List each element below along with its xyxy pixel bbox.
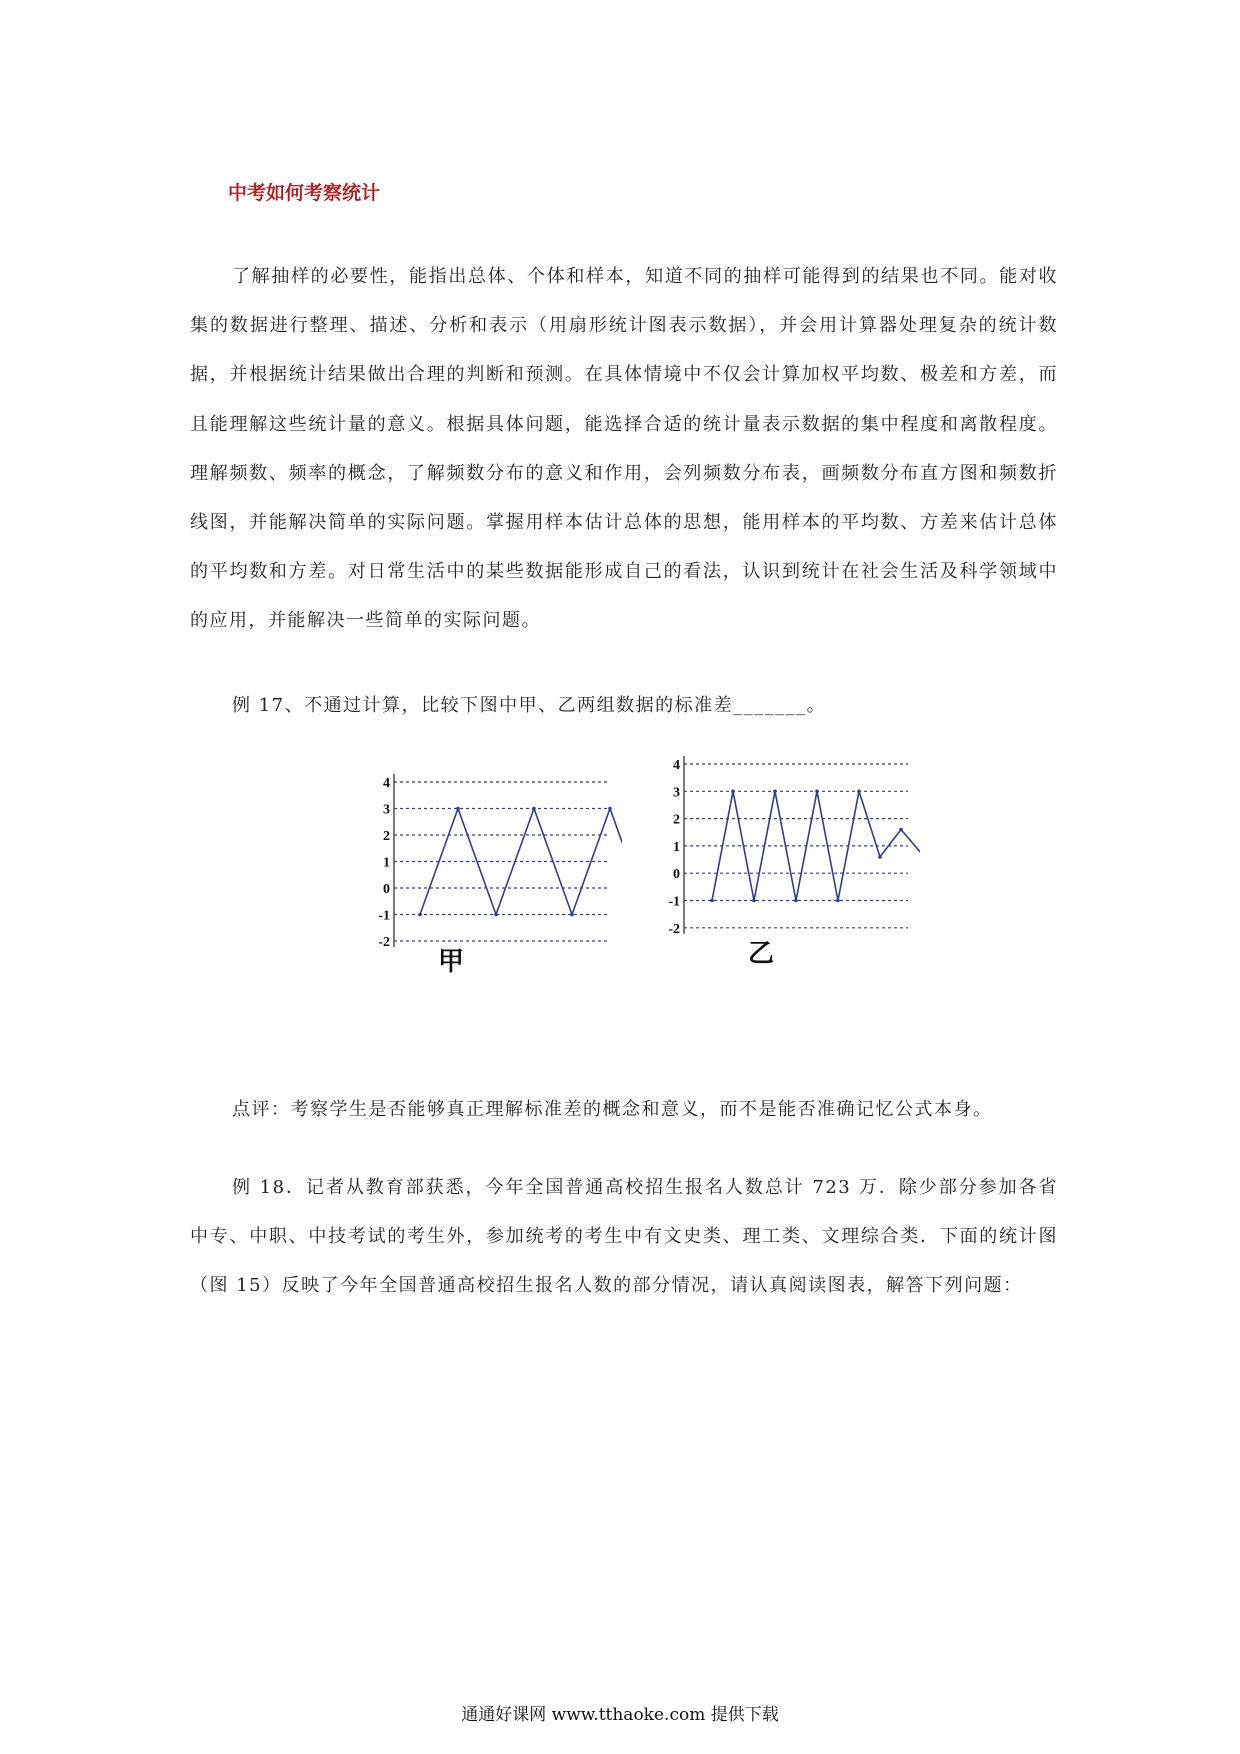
data-point [752,899,756,903]
tick-label: 1 [673,839,680,855]
tick-label: 1 [383,855,390,871]
data-point [857,790,861,794]
tick-label: -2 [378,935,390,950]
data-point [456,807,460,811]
tick-label: 2 [673,812,680,828]
data-point [836,899,840,903]
data-point [608,807,612,811]
intro-paragraph: 了解抽样的必要性，能指出总体、个体和样本，知道不同的抽样可能得到的结果也不同。能对收集的数据进行整理、描述、分析和表示（用扇形统计图表示数据），并会用计算器处理复杂的统计数据，并根据统计结果做出合理的判断和预测。在具体情境中不仅会计算加权平均数、极差和方差，而且能理解这些统计量的意义。根据具体问题，能选择合适的统计量表示数据的集中程度和离散程度。理解频数、频率的概念，了解频数分布的意义和作用，会列频数分布表，画频数分布直方图和频数折线图，并能解决简单的实际问题。掌握用样本估计总体的思想，能用样本的平均数、方差来估计总体的平均数和方差。对日常生活中的某些数据能形成自己的看法，认识到统计在社会生活及科学领域中的应用，并能解决一些简单的实际问题。 [190,266,1058,632]
chart-jia [372,760,622,990]
tick-label: -1 [668,894,680,910]
data-point [494,913,498,917]
chart-title: 乙 [747,939,775,969]
tick-label: 3 [673,785,680,801]
data-point [731,790,735,794]
tick-label: 0 [673,867,680,883]
example-18-question: 例 18．记者从教育部获悉，今年全国普通高校招生报名人数总计 723 万．除少部分参加各省中专、中职、中技考试的考生外，参加统考的考生中有文史类、理工类、文理综合类．下面的统计图（图 15）反映了今年全国普通高校招生报名人数的部分情况，请认真阅读图表，解答下列问题： [190,1177,1058,1297]
data-point [794,899,798,903]
data-point [710,899,714,903]
data-point [532,807,536,811]
tick-label: 4 [673,758,680,773]
page-title: 中考如何考察统计 [228,182,381,204]
example-17-comment: 点评：考察学生是否能够真正理解标准差的概念和意义，而不是能否准确记忆公式本身。 [232,1099,993,1120]
tick-label: 4 [383,776,390,791]
data-point [773,790,777,794]
tick-label: 3 [383,802,390,818]
tick-label: -2 [668,921,680,937]
page-footer: 通通好课网 www.tthaoke.com 提供下载 [461,1705,779,1725]
tick-label: 2 [383,829,390,844]
data-point [570,913,574,917]
data-point [878,855,882,859]
tick-label: -1 [378,908,390,924]
tick-label: 0 [383,882,390,897]
data-point [418,913,422,917]
data-point [899,828,903,832]
data-point [815,790,819,794]
chart-title: 甲 [437,947,465,977]
example-17-question: 例 17、不通过计算，比较下图中甲、乙两组数据的标准差_______。 [232,695,827,716]
chart-yi [660,750,920,980]
